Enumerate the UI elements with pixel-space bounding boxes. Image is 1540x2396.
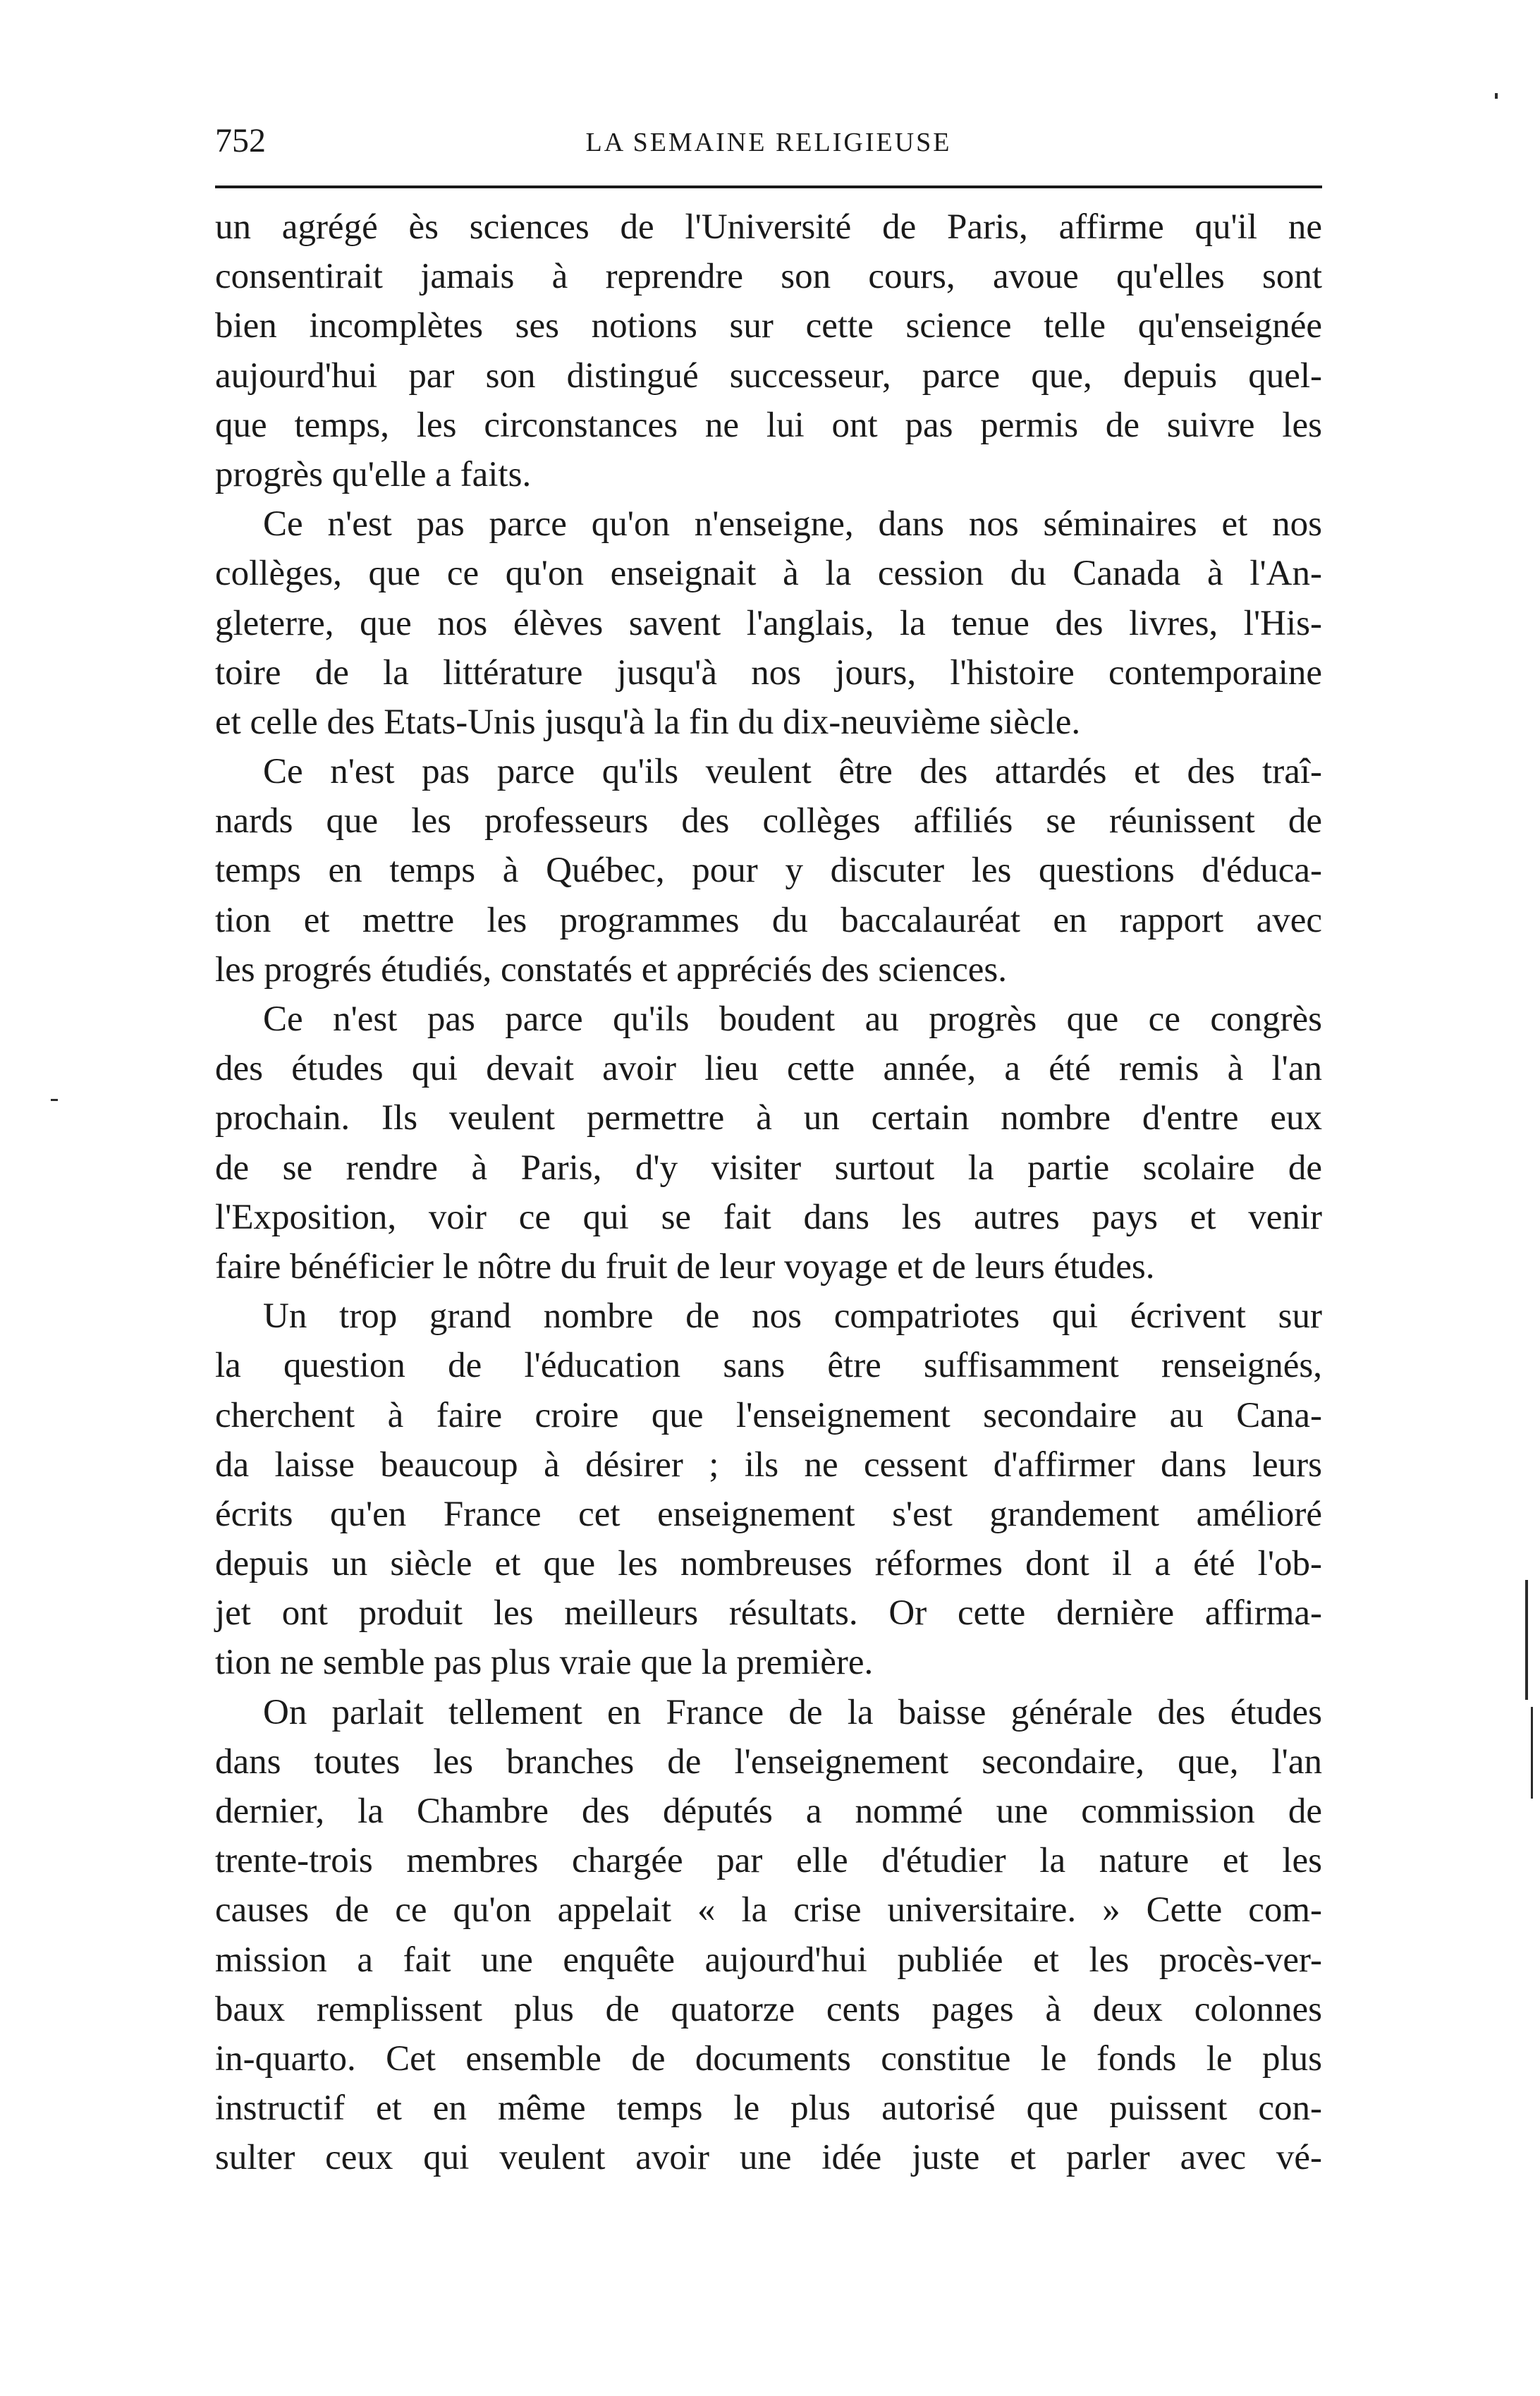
text-line: sulter ceux qui veulent avoir une idée juste et parler avec vé- [215, 2138, 1322, 2178]
text-line: jet ont produit les meilleurs résultats. Or cette dernière affirma- [215, 1593, 1322, 1634]
text-line: nards que les professeurs des collèges affiliés se réunissent de [215, 801, 1322, 841]
text-line: trente-trois membres chargée par elle d'étudier la nature et les [215, 1841, 1322, 1881]
text-line: Un trop grand nombre de nos compatriotes qui écrivent sur [263, 1296, 1322, 1337]
text-line: et celle des Etats-Unis jusqu'à la fin du dix-neuvième siècle. [215, 702, 1081, 742]
text-line: dernier, la Chambre des députés a nommé une commission de [215, 1792, 1322, 1831]
paragraph-3 [215, 747, 1322, 995]
text-line: baux remplissent plus de quatorze cents pages à deux colonnes [215, 1989, 1322, 2029]
text-line: depuis un siècle et que les nombreuses réformes dont il a été l'ob- [215, 1544, 1322, 1584]
text-line: les progrés étudiés, constatés et appréciés des sciences. [215, 949, 1007, 990]
text-line: faire bénéficier le nôtre du fruit de leur voyage et de leurs études. [215, 1246, 1155, 1287]
text-line: des études qui devait avoir lieu cette année, a été remis à l'an [215, 1049, 1322, 1089]
text-line: On parlait tellement en France de la baisse générale des études [263, 1692, 1322, 1732]
body-text [215, 202, 1322, 2183]
page-number: 752 [215, 122, 266, 159]
running-title: LA SEMAINE RELIGIEUSE [585, 128, 952, 157]
text-line: que temps, les circonstances ne lui ont pas permis de suivre les [215, 405, 1322, 445]
header-rule [215, 186, 1322, 188]
text-line: un agrégé ès sciences de l'Université de Paris, affirme qu'il ne [215, 207, 1322, 247]
text-line: bien incomplètes ses notions sur cette science telle qu'enseignée [215, 306, 1322, 346]
paragraph-2 [215, 499, 1322, 747]
text-line: tion et mettre les programmes du baccalauréat en rapport avec [215, 900, 1322, 940]
text-line: instructif et en même temps le plus autorisé que puissent con- [215, 2088, 1322, 2129]
page-header [215, 120, 1322, 169]
text-line: de se rendre à Paris, d'y visiter surtout la partie scolaire de [215, 1148, 1322, 1188]
paragraph-6 [215, 1688, 1322, 2183]
text-line: gleterre, que nos élèves savent l'anglais, la tenue des livres, l'His- [215, 603, 1322, 643]
scan-margin-dot [51, 1099, 58, 1101]
text-line: la question de l'éducation sans être suffisamment renseignés, [215, 1346, 1322, 1386]
text-line: collèges, que ce qu'on enseignait à la cession du Canada à l'An- [215, 554, 1322, 594]
text-line: mission a fait une enquête aujourd'hui publiée et les procès-ver- [215, 1940, 1322, 1980]
paragraph-1 [215, 202, 1322, 499]
scan-margin-line [1531, 1707, 1533, 1799]
text-line: prochain. Ils veulent permettre à un certain nombre d'entre eux [215, 1098, 1322, 1138]
text-line: dans toutes les branches de l'enseignement secondaire, que, l'an [215, 1741, 1322, 1782]
scan-margin-line [1525, 1580, 1528, 1700]
paragraph-4 [215, 995, 1322, 1291]
text-line: aujourd'hui par son distingué successeur, parce que, depuis quel- [215, 355, 1322, 396]
text-line: Ce n'est pas parce qu'ils boudent au progrès que ce congrès [263, 999, 1322, 1039]
text-line: Ce n'est pas parce qu'on n'enseigne, dans nos séminaires et nos [263, 504, 1322, 545]
paragraph-5 [215, 1291, 1322, 1688]
text-line: progrès qu'elle a faits. [215, 454, 532, 494]
scan-margin-dot [1495, 93, 1498, 99]
text-line: tion ne semble pas plus vraie que la première. [215, 1643, 874, 1683]
text-line: écrits qu'en France cet enseignement s'est grandement amélioré [215, 1494, 1322, 1534]
text-line: da laisse beaucoup à désirer ; ils ne cessent d'affirmer dans leurs [215, 1445, 1322, 1485]
text-line: temps en temps à Québec, pour y discuter les questions d'éduca- [215, 851, 1322, 891]
text-line: in-quarto. Cet ensemble de documents constitue le fonds le plus [215, 2038, 1322, 2079]
text-line: toire de la littérature jusqu'à nos jours, l'histoire contemporaine [215, 652, 1322, 693]
text-line: causes de ce qu'on appelait « la crise universitaire. » Cette com- [215, 1890, 1322, 1930]
text-line: cherchent à faire croire que l'enseignement secondaire au Cana- [215, 1395, 1322, 1435]
text-line: Ce n'est pas parce qu'ils veulent être des attardés et des traî- [263, 752, 1322, 792]
text-line: consentirait jamais à reprendre son cours, avoue qu'elles sont [215, 257, 1322, 297]
text-line: l'Exposition, voir ce qui se fait dans les autres pays et venir [215, 1197, 1322, 1237]
